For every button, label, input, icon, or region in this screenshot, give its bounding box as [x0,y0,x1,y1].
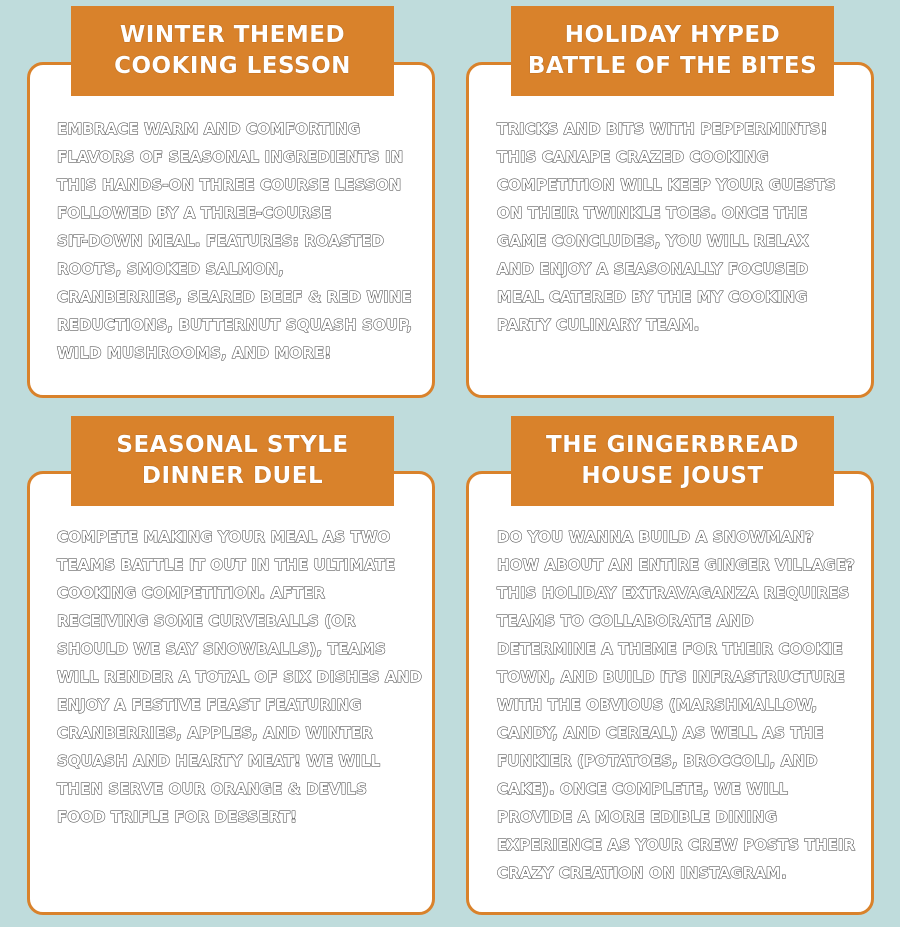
card-description: DO YOU WANNA BUILD A SNOWMAN? HOW ABOUT AN ENTIRE GINGER VILLAGE? THIS HOLIDAY EXTRAVAGANZA REQUIRES TEAMS TO COLLABORATE AND DETERMINE A THEME FOR THEIR COOKIE TOWN, AND BUILD ITS INFRASTRUCTURE WITH THE OBVIOUS (MARSHMALLOW, CANDY, AND CEREAL) AS WELL AS THE FUNKIER (POTATOES, BROCCOLI, AND CAKE). ONCE COMPLETE, WE WILL PROVIDE A MORE EDIBLE DINING EXPERIENCE AS YOUR CREW POSTS THEIR CRAZY CREATION ON INSTAGRAM. [497,528,856,882]
card-title-banner: WINTER THEMED COOKING LESSON [71,6,394,96]
card-title-banner: THE GINGERBREAD HOUSE JOUST [511,416,834,506]
card-description: COMPETE MAKING YOUR MEAL AS TWO TEAMS BATTLE IT OUT IN THE ULTIMATE COOKING COMPETITION. AFTER RECEIVING SOME CURVEBALLS (OR SHOULD WE SAY SNOWBALLS), TEAMS WILL RENDER A TOTAL OF SIX DISHES AND ENJOY A FESTIVE FEAST FEATURING CRANBERRIES, APPLES, AND WINTER SQUASH AND HEARTY MEAT! WE WILL THEN SERVE OUR ORANGE & DEVILS FOOD TRIFLE FOR DESSERT! [57,528,422,826]
card-description: TRICKS AND BITS WITH PEPPERMINTS! THIS CANAPE CRAZED COOKING COMPETITION WILL KEEP YOUR GUESTS ON THEIR TWINKLE TOES. ONCE THE GAME CONCLUDES, YOU WILL RELAX AND ENJOY A SEASONALLY FOCUSED MEAL CATERED BY THE MY COOKING PARTY CULINARY TEAM. [497,120,836,334]
card-title-banner: HOLIDAY HYPED BATTLE OF THE BITES [511,6,834,96]
card-description: EMBRACE WARM AND COMFORTING FLAVORS OF SEASONAL INGREDIENTS IN THIS HANDS-ON THREE COURSE LESSON FOLLOWED BY A THREE-COURSE SIT-DOWN MEAL. FEATURES: ROASTED ROOTS, SMOKED SALMON, CRANBERRIES, SEARED BEEF & RED WINE REDUCTIONS, BUTTERNUT SQUASH SOUP, WILD MUSHROOMS, AND MORE! [57,120,413,362]
card-title-banner: SEASONAL STYLE DINNER DUEL [71,416,394,506]
